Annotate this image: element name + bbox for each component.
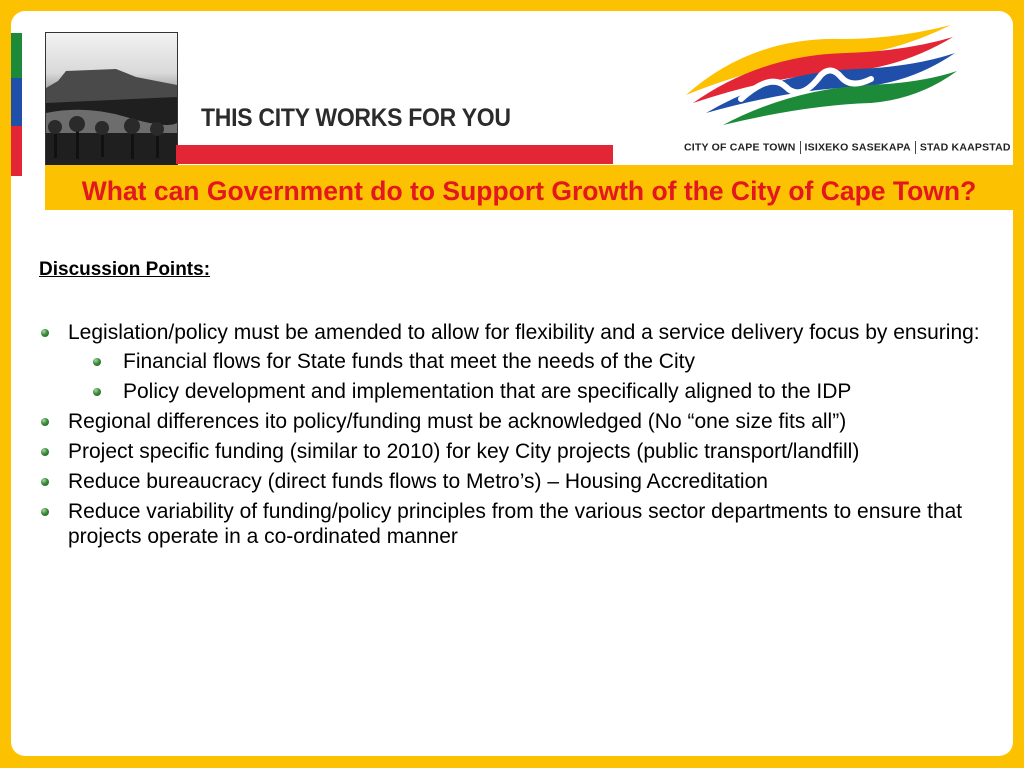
sub-points-list [68,349,984,404]
discussion-points-list [39,320,984,554]
sub-list-item [68,349,984,374]
table-mountain-photo [45,32,178,177]
point-text: Project specific funding (similar to 2010) for key City projects (public transport/landfill) [68,440,860,463]
point-text: Regional differences ito policy/funding must be acknowledged (No “one size fits all”) [68,410,847,433]
sub-list-item [68,379,984,404]
sub-point-text: Financial flows for State funds that meet the needs of the City [123,350,695,373]
list-item [39,499,984,549]
logo-text-afrikaans: STAD KAAPSTAD [919,141,1011,154]
bullet-icon [41,508,49,516]
discussion-heading: Discussion Points: [39,259,211,280]
bullet-icon [41,418,49,426]
logo-text-english: CITY OF CAPE TOWN [684,141,796,154]
list-item [39,320,984,404]
city-logo-wave-icon [681,17,971,132]
bullet-icon [93,358,101,366]
point-text: Reduce bureaucracy (direct funds flows to Metro’s) – Housing Accreditation [68,470,768,493]
list-item [39,409,984,434]
logo-text-xhosa: ISIXEKO SASEKAPA [804,141,911,154]
header-red-bar [176,145,613,164]
slide [11,11,1013,756]
list-item [39,469,984,494]
tagline: THIS CITY WORKS FOR YOU [201,104,511,132]
bullet-icon [41,448,49,456]
sub-point-text: Policy development and implementation that are specifically aligned to the IDP [123,380,852,403]
point-text: Legislation/policy must be amended to allow for flexibility and a service delivery focus by ensuring: [68,321,980,344]
slide-title: What can Government do to Support Growth of the City of Cape Town? [81,176,977,206]
logo-text [684,141,1011,154]
flag-stripes [11,33,22,176]
point-text: Reduce variability of funding/policy principles from the various sector departments to ensure that projects operate in a co-ordinated manner [68,500,963,548]
bullet-icon [41,478,49,486]
bullet-icon [93,388,101,396]
list-item [39,439,984,464]
bullet-icon [41,329,49,337]
